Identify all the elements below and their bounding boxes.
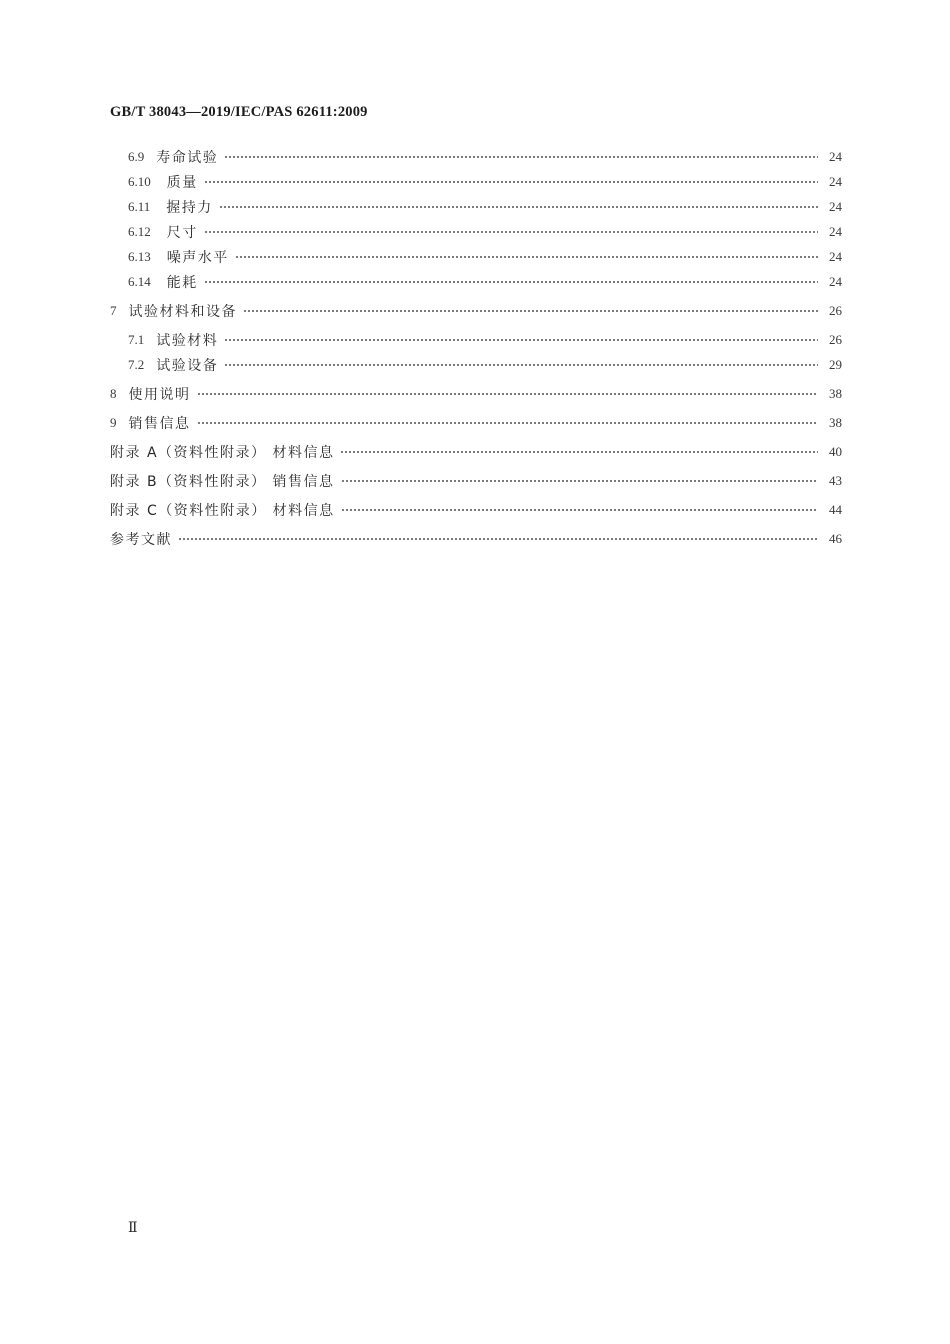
toc-entry-number: 9	[110, 415, 117, 430]
toc-entry-page: 24	[829, 174, 842, 189]
toc-entry-number: 6.11	[128, 199, 151, 214]
toc-entry-number: 6.12	[128, 224, 151, 239]
toc-entry-title: 握持力	[166, 200, 213, 216]
toc-entry-page: 24	[829, 199, 842, 214]
toc-entry-title: 质量	[166, 175, 198, 191]
toc-dot-leader	[224, 359, 818, 371]
toc-dot-leader	[219, 201, 818, 213]
toc-entry-6-12[interactable]	[128, 222, 842, 242]
toc-entry-page: 24	[829, 274, 842, 289]
toc-entry-8[interactable]	[110, 384, 842, 404]
toc-entry-9[interactable]	[110, 413, 842, 433]
toc-dot-leader	[224, 334, 818, 346]
toc-dot-leader	[204, 276, 818, 288]
toc-entry-page: 38	[829, 415, 842, 430]
toc-entry-page: 26	[829, 303, 842, 318]
toc-entry-title: 试验材料	[156, 333, 219, 349]
toc-entry-6-9[interactable]	[128, 147, 842, 167]
toc-entry-6-14[interactable]	[128, 272, 842, 292]
toc-entry-title: 附录 B（资料性附录） 销售信息	[110, 474, 335, 490]
toc-entry-number: 6.14	[128, 274, 151, 289]
toc-entry-number: 8	[110, 386, 117, 401]
toc-entry-title: 附录 C（资料性附录） 材料信息	[110, 503, 335, 519]
toc-entry-page: 29	[829, 357, 842, 372]
toc-entry-page: 43	[829, 473, 842, 488]
toc-dot-leader	[340, 446, 818, 458]
toc-entry-7-2[interactable]	[128, 355, 842, 375]
toc-dot-leader	[197, 388, 819, 400]
document-standard-code: GB/T 38043—2019/IEC/PAS 62611:2009	[110, 104, 368, 120]
toc-entry-number: 7.2	[128, 357, 145, 372]
toc-entry-title: 附录 A（资料性附录） 材料信息	[110, 445, 335, 461]
toc-entry-title: 试验材料和设备	[128, 304, 237, 320]
toc-entry-title: 能耗	[166, 275, 198, 291]
toc-entry-bibliography[interactable]	[110, 529, 842, 549]
toc-entry-6-13[interactable]	[128, 247, 842, 267]
toc-entry-page: 24	[829, 249, 842, 264]
toc-entry-title: 噪声水平	[166, 250, 229, 266]
toc-entry-page: 26	[829, 332, 842, 347]
toc-entry-appendix-b[interactable]	[110, 471, 842, 491]
toc-dot-leader	[178, 533, 818, 545]
toc-dot-leader	[204, 226, 818, 238]
toc-entry-page: 46	[829, 531, 842, 546]
toc-entry-page: 44	[829, 502, 842, 517]
toc-dot-leader	[341, 475, 818, 487]
toc-entry-title: 试验设备	[156, 358, 219, 374]
toc-entry-title: 尺寸	[166, 225, 198, 241]
toc-entry-page: 24	[829, 149, 842, 164]
toc-entry-appendix-a[interactable]	[110, 442, 842, 462]
toc-entry-title: 销售信息	[128, 416, 191, 432]
toc-entry-title: 使用说明	[128, 387, 191, 403]
toc-entry-page: 24	[829, 224, 842, 239]
toc-entry-7-1[interactable]	[128, 330, 842, 350]
toc-entry-title: 参考文献	[110, 532, 172, 548]
toc-entry-number: 6.13	[128, 249, 151, 264]
toc-entry-appendix-c[interactable]	[110, 500, 842, 520]
toc-entry-6-11[interactable]	[128, 197, 842, 217]
toc-dot-leader	[243, 305, 818, 317]
toc-entry-page: 40	[829, 444, 842, 459]
toc-entry-7[interactable]	[110, 301, 842, 321]
toc-dot-leader	[341, 504, 818, 516]
toc-dot-leader	[204, 176, 818, 188]
toc-entry-number: 6.10	[128, 174, 151, 189]
toc-dot-leader	[224, 151, 818, 163]
toc-dot-leader	[197, 417, 819, 429]
toc-dot-leader	[235, 251, 818, 263]
toc-entry-page: 38	[829, 386, 842, 401]
toc-entry-number: 6.9	[128, 149, 145, 164]
toc-entry-6-10[interactable]	[128, 172, 842, 192]
toc-entry-number: 7.1	[128, 332, 145, 347]
page-number: Ⅱ	[128, 1221, 138, 1236]
toc-entry-number: 7	[110, 303, 117, 318]
toc-entry-title: 寿命试验	[156, 150, 219, 166]
